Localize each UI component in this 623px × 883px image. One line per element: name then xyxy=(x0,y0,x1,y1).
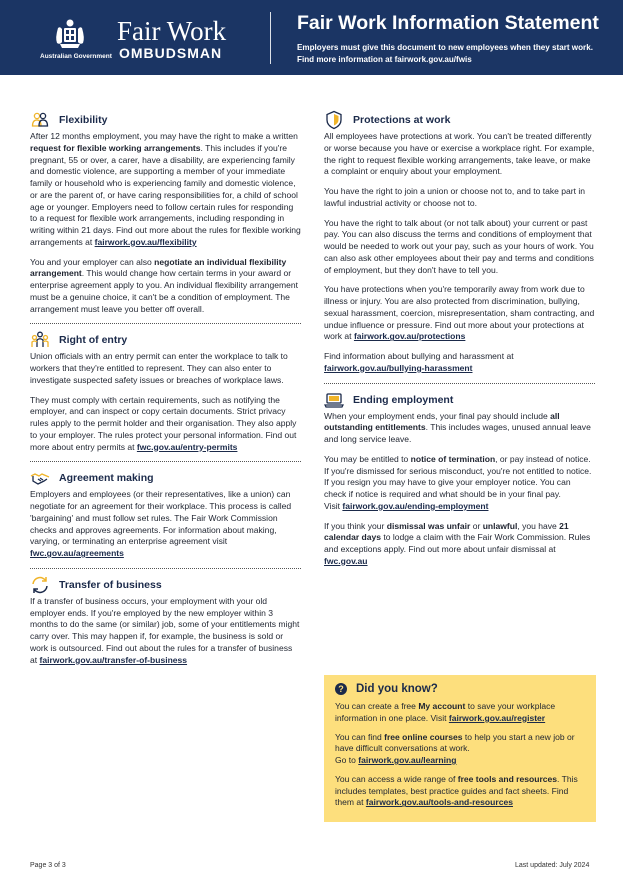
text: or xyxy=(470,520,483,531)
text: You have protections when you're temporarily away from work due to illness or injury. You are also protected from discrimination, bullying, sexual harassment, coercion, misrepresentation, sham contracting, and undue influence or pressure. Find out more about your protections at work at xyxy=(324,284,595,342)
protections-title: Protections at work xyxy=(353,114,451,126)
svg-text:?: ? xyxy=(338,684,344,695)
fwis-link[interactable]: fairwork.gov.au/fwis xyxy=(394,54,472,64)
protections-heading xyxy=(324,110,595,130)
did-you-know-callout xyxy=(324,675,596,822)
flexibility-title: Flexibility xyxy=(59,114,108,126)
bold-text: all outstanding entitlements xyxy=(324,410,560,433)
did-you-know-paragraph-1 xyxy=(335,701,584,725)
document-subtitle-line-2 xyxy=(297,54,607,66)
text: When your employment ends, your final pay should include xyxy=(324,410,551,421)
text: to help you start a new job or have difficult conversations at work. xyxy=(335,731,575,754)
protections-paragraph-5 xyxy=(324,351,595,375)
ending-employment-paragraph-3 xyxy=(324,521,595,568)
text: , you have xyxy=(517,520,560,531)
ending-employment-paragraph-1 xyxy=(324,411,595,446)
learning-link[interactable]: fairwork.gov.au/learning xyxy=(358,755,457,765)
page-number: Page 3 of 3 xyxy=(30,862,66,869)
text: Find information about bullying and harassment at xyxy=(324,351,514,361)
question-mark-icon xyxy=(335,683,347,695)
handshake-icon xyxy=(30,468,50,488)
shield-icon xyxy=(324,110,344,130)
text: . This includes if you're pregnant, 55 or over, a carer, have a disability, are experiencing family and domestic violence, are supporting a member of your immediate family or household who is experiencing family and domestic violence, or are the parent of, or have caring responsibilities for, a child of school age or younger. Employers need to follow certain rules for responding to a request for flexible work arrangements, including responding in writing within 21 days. Find out more about the rules for flexible working arrangements at xyxy=(30,142,301,247)
transfer-of-business-title: Transfer of business xyxy=(59,578,162,591)
header-banner xyxy=(0,0,623,75)
transfer-of-business-paragraph xyxy=(30,596,301,667)
protections-paragraph-1: All employees have protections at work. You can't be treated differently or worse because you have or exercise a workplace right. For example, the right to request flexible working arrangements, take leave, or make a complaint or enquiry about your employment. xyxy=(324,131,595,177)
ending-employment-paragraph-2 xyxy=(324,454,595,513)
text: to lodge a claim with the Fair Work Commission. Rules and exceptions apply. Find out more about unfair dismissal at xyxy=(324,532,591,554)
right-of-entry-paragraph-1: Union officials with an entry permit can enter the workplace to talk to workers that they're entitled to represent. They can also enter to investigate suspected safety issues or breaches of workplace laws. xyxy=(30,351,288,385)
document-subtitle-prefix: Find more information at xyxy=(297,54,395,64)
text: Employers and employees (or their representatives, like a union) can negotiate for an agreement for their workplace. This process is called 'bargaining' and must follow set rules. The Fair Work Commission checks and approves agreements. For information about making, varying, or terminating an enterprise agreement visit xyxy=(30,489,292,547)
document-subtitle-line-1: Employers must give this document to new employees when they start work. xyxy=(297,43,593,52)
did-you-know-heading xyxy=(335,681,584,697)
bold-text: 21 calendar days xyxy=(324,520,569,543)
bold-text: request for flexible working arrangements xyxy=(30,142,201,153)
brand-title: Fair Work xyxy=(117,16,227,46)
bold-text: unlawful xyxy=(482,520,518,531)
flexibility-heading xyxy=(30,110,301,130)
section-divider xyxy=(30,323,301,324)
text: After 12 months employment, you may have the right to make a written xyxy=(30,131,298,141)
unfair-dismissal-link[interactable]: fwc.gov.au xyxy=(324,555,368,566)
entry-permits-link[interactable]: fwc.gov.au/entry-permits xyxy=(136,441,238,452)
right-of-entry-title: Right of entry xyxy=(59,334,128,347)
bullying-harassment-link[interactable]: fairwork.gov.au/bullying-harassment xyxy=(324,362,473,373)
text: . This includes templates, best practice guides and fact sheets. Find them at xyxy=(335,773,578,808)
right-of-entry-paragraph-2 xyxy=(30,395,301,454)
protections-paragraph-3: You have the right to talk about (or not talk about) your current or past pay. You can also discuss the terms and conditions of employment that would be needed to work out your pay, such as your hours of work. You can also ask other employees about their pay and terms and conditions of employment, but they don't have to tell you. xyxy=(324,217,594,275)
bold-text: free online courses xyxy=(384,731,463,742)
text: You and your employer can also xyxy=(30,256,155,267)
agreement-making-paragraph xyxy=(30,489,301,560)
did-you-know-paragraph-2 xyxy=(335,732,584,767)
text: . This would change how certain terms in your award or enterprise agreement apply to you. An individual flexibility arrangement must be a genuine choice, it can't be a condition of employment. The arrangement must leave you better off overall. xyxy=(30,268,298,314)
text: If a transfer of business occurs, your employment with your old employer ends. If you're employed by the new employer within 3 months to do the same (or similar) job, some of your entitlements might carry over. This may happen if, for example, the business is sold or work is outsourced. Find out about the rules for a transfer of business at xyxy=(30,595,300,665)
bold-text: dismissal was unfair xyxy=(386,520,471,531)
flexibility-paragraph-2 xyxy=(30,257,301,316)
text: Visit xyxy=(324,500,343,511)
did-you-know-paragraph-3 xyxy=(335,774,584,809)
right-column xyxy=(324,110,595,576)
government-label: Australian Government xyxy=(40,53,112,60)
ending-employment-link[interactable]: fairwork.gov.au/ending-employment xyxy=(342,500,489,511)
did-you-know-title: Did you know? xyxy=(356,683,438,695)
document-title: Fair Work Information Statement xyxy=(297,12,599,34)
section-divider xyxy=(324,383,595,384)
document-subtitle xyxy=(297,42,607,65)
section-divider xyxy=(30,568,301,569)
text: You may be entitled to xyxy=(324,453,411,464)
agreement-making-heading xyxy=(30,468,301,488)
text: You can access a wide range of xyxy=(335,773,458,784)
agreements-link[interactable]: fwc.gov.au/agreements xyxy=(30,548,124,558)
coat-of-arms-icon xyxy=(52,18,88,50)
tools-and-resources-link[interactable]: fairwork.gov.au/tools-and-resources xyxy=(365,797,513,808)
text: to save your workplace information in one place. Visit xyxy=(335,701,556,723)
text: You can find xyxy=(335,731,385,742)
header-divider xyxy=(270,12,271,64)
flexibility-link[interactable]: fairwork.gov.au/flexibility xyxy=(94,236,197,247)
agreement-making-title: Agreement making xyxy=(59,472,154,485)
text: , or pay instead of notice. If you're dismissed for serious misconduct, you're not entitled to notice. If you resign you may have to give your employer notice. You can check if notice is required and what should be in your final pay. xyxy=(324,453,592,499)
text: Go to xyxy=(335,755,359,765)
transfer-of-business-link[interactable]: fairwork.gov.au/transfer-of-business xyxy=(39,654,188,665)
laptop-icon xyxy=(324,390,344,410)
left-column xyxy=(30,110,301,674)
register-link[interactable]: fairwork.gov.au/register xyxy=(448,712,546,723)
protections-paragraph-2: You have the right to join a union or choose not to, and to take part in lawful industrial activity or choose not to. xyxy=(324,186,586,208)
flexibility-paragraph-1 xyxy=(30,131,301,249)
transfer-arrows-icon xyxy=(30,575,50,595)
people-icon xyxy=(30,110,50,130)
protections-paragraph-4 xyxy=(324,284,595,343)
protections-link[interactable]: fairwork.gov.au/protections xyxy=(353,331,466,342)
text: . This includes wages, unused annual leave and long service leave. xyxy=(324,422,591,444)
bold-text: free tools and resources xyxy=(457,773,558,784)
last-updated: Last updated: July 2024 xyxy=(515,862,590,869)
bold-text: My account xyxy=(418,701,466,711)
bold-text: notice of termination xyxy=(410,453,496,464)
text: If you think your xyxy=(324,520,387,531)
text: You can create a free xyxy=(335,701,419,711)
transfer-of-business-heading xyxy=(30,575,301,595)
text: They must comply with certain requirements, such as notifying the employer, and can inspect or copy certain documents. Strict privacy rules apply to the permit holder and their organisation. They also apply to your employer. The rules protect your personal information. Find out more about entry permits at xyxy=(30,394,297,452)
brand-subtitle: OMBUDSMAN xyxy=(119,45,223,61)
right-of-entry-heading xyxy=(30,330,301,350)
bold-text: negotiate an individual flexibility arrangement xyxy=(30,256,287,279)
ending-employment-heading xyxy=(324,390,595,410)
section-divider xyxy=(30,461,301,462)
group-icon xyxy=(30,330,50,350)
ending-employment-title: Ending employment xyxy=(353,393,454,406)
